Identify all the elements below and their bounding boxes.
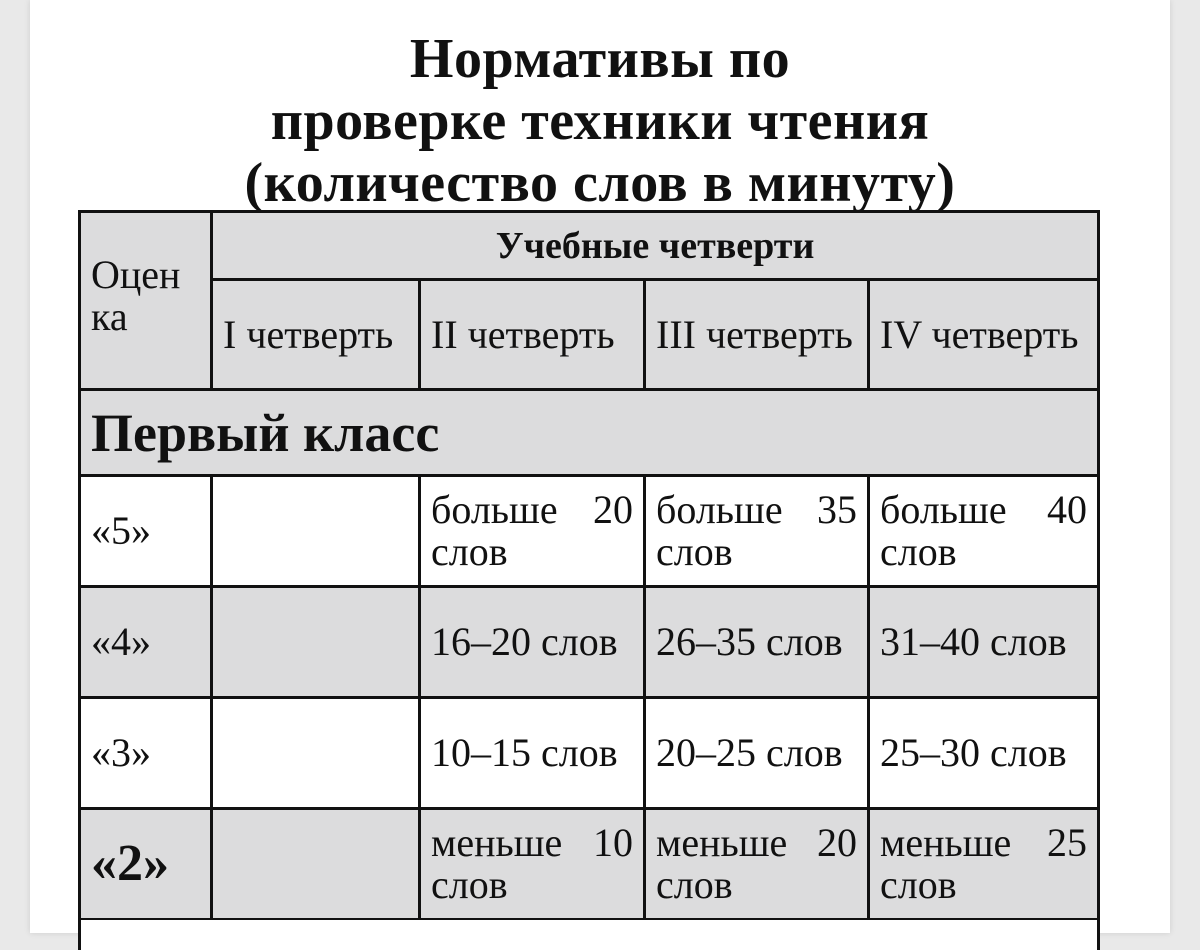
header-quarter-2: II четверть [420, 280, 645, 390]
q4-cell: 25–30 слов [869, 698, 1099, 809]
table-row [80, 809, 1099, 920]
reading-norms-table [78, 210, 1100, 921]
q2-cell: меньше 10 слов [420, 809, 645, 920]
title-line-2: проверке техники чтения [270, 90, 930, 152]
table-row [80, 587, 1099, 698]
q3-cell: больше 35 слов [645, 476, 869, 587]
header-quarter-1: I четверть [212, 280, 420, 390]
grade-cell: «3» [80, 698, 212, 809]
header-grade: Оцен ка [80, 212, 212, 390]
q2-cell: 10–15 слов [420, 698, 645, 809]
q4-cell: 31–40 слов [869, 587, 1099, 698]
title-line-3: (количество слов в минуту) [244, 152, 956, 214]
grade-cell: «5» [80, 476, 212, 587]
grade-cell: «4» [80, 587, 212, 698]
table-row [80, 476, 1099, 587]
q1-cell [212, 698, 420, 809]
q2-cell: больше 20 слов [420, 476, 645, 587]
header-quarter-3: III четверть [645, 280, 869, 390]
q3-cell: 26–35 слов [645, 587, 869, 698]
table-continuation [78, 920, 1100, 950]
q3-cell: 20–25 слов [645, 698, 869, 809]
page-title [30, 28, 1170, 214]
q1-cell [212, 809, 420, 920]
q2-cell: 16–20 слов [420, 587, 645, 698]
title-line-1: Нормативы по [409, 28, 791, 90]
section-title: Первый класс [80, 390, 1099, 476]
section-row-first-class [80, 390, 1099, 476]
q1-cell [212, 476, 420, 587]
header-row-quarters [80, 280, 1099, 390]
table-row [80, 698, 1099, 809]
document-page [30, 0, 1170, 933]
header-row-group [80, 212, 1099, 280]
header-quarter-4: IV четверть [869, 280, 1099, 390]
q3-cell: меньше 20 слов [645, 809, 869, 920]
q1-cell [212, 587, 420, 698]
q4-cell: больше 40 слов [869, 476, 1099, 587]
grade-cell: «2» [80, 809, 212, 920]
header-quarters-group: Учебные четверти [212, 212, 1099, 280]
q4-cell: меньше 25 слов [869, 809, 1099, 920]
